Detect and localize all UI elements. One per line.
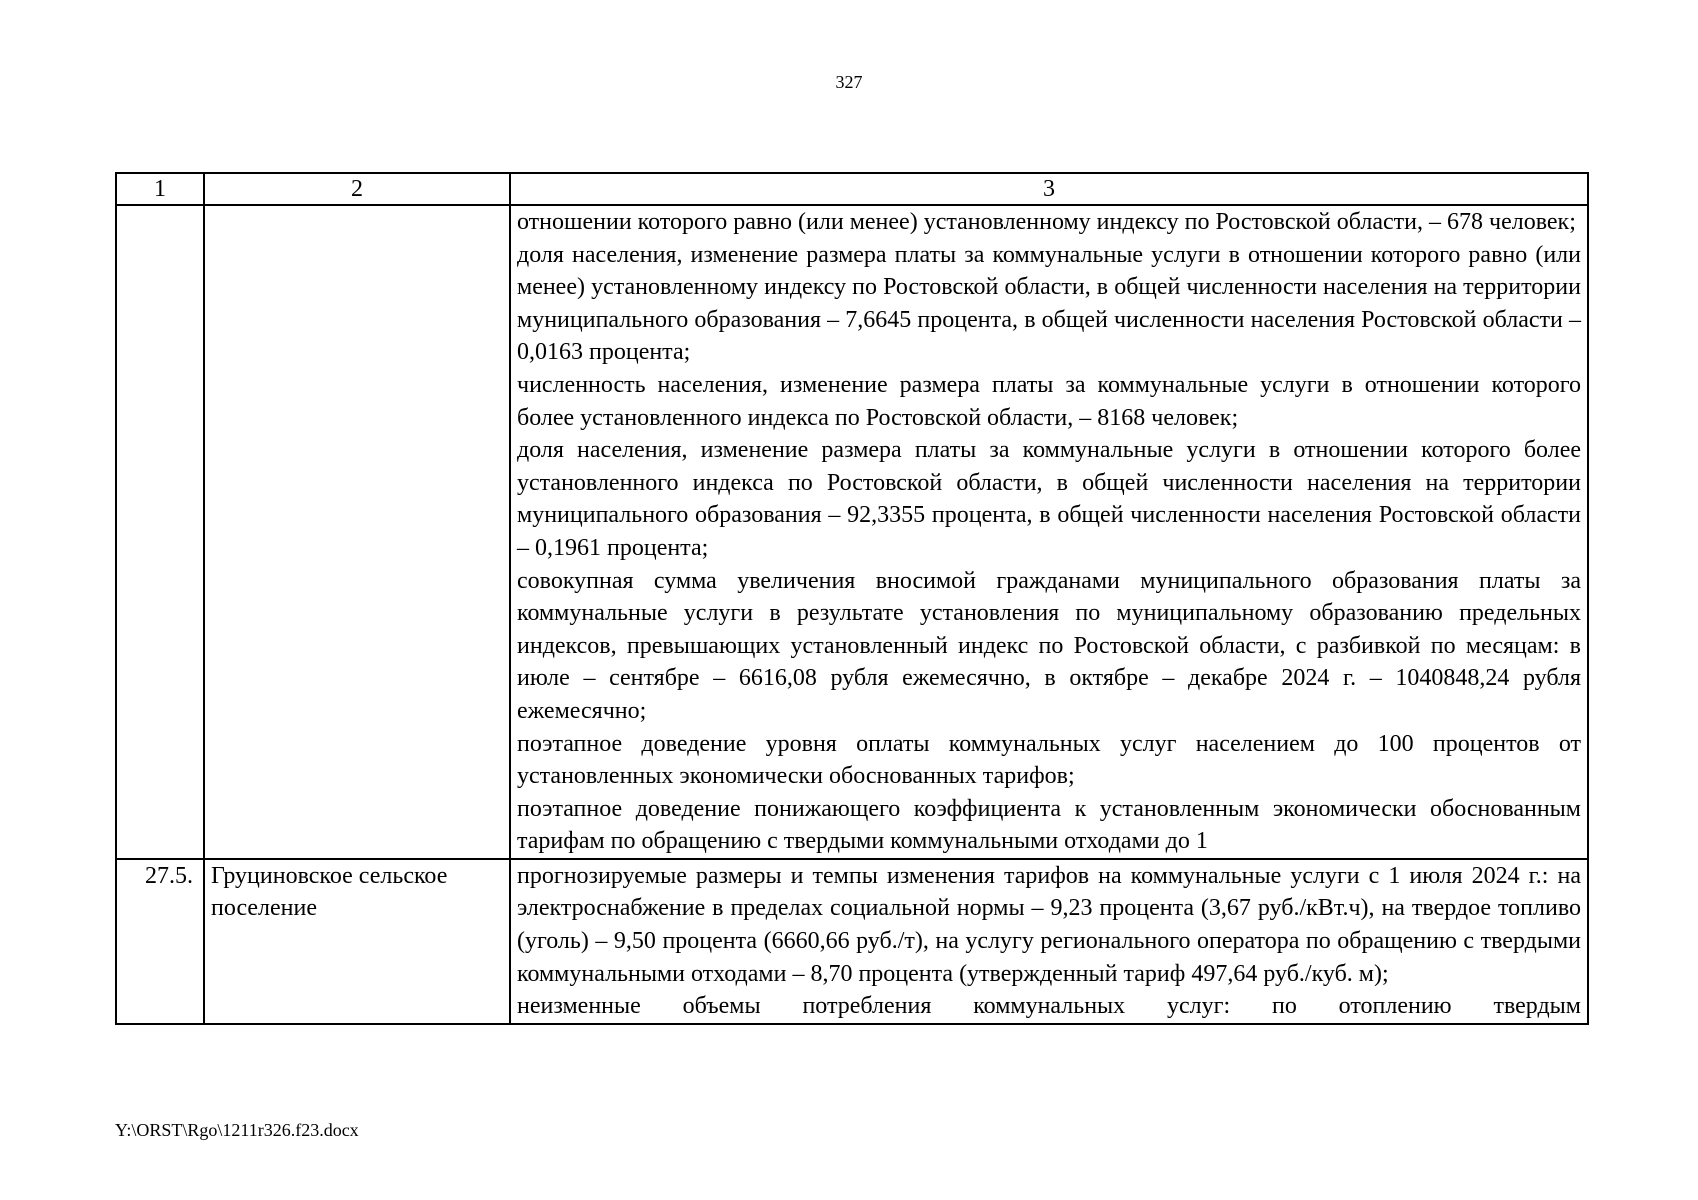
content-paragraph: доля населения, изменение размера платы за коммунальные услуги в отношении которого более установленного индекса по Ростовской области, в общей численности населения на территории муниципального образования – 92,3355 процента, в общей численности населения Ростовской области – 0,1961 процента; — [517, 437, 1581, 561]
footer-file-path: Y:\ORST\Rgo\1211r326.f23.docx — [115, 1120, 359, 1140]
row-name-cell — [204, 205, 510, 859]
content-paragraph: поэтапное доведение понижающего коэффициента к установленным экономически обоснованным тарифам по обращению с твердыми коммунальными отходами до 1 — [517, 795, 1581, 855]
row-content-cell — [510, 205, 1588, 859]
content-paragraph: численность населения, изменение размера платы за коммунальные услуги в отношении которого более установленного индекса по Ростовской области, – 8168 человек; — [517, 371, 1581, 431]
content-paragraph: совокупная сумма увеличения вносимой гражданами муниципального образования платы за коммунальные услуги в результате установления по муниципальному образованию предельных индексов, превышающих установленный индекс по Ростовской области, с разбивкой по месяцам: в июле – сентябре – 6616,08 рубля ежемесячно, в октябре – декабре 2024 г. – 1040848,24 рубля ежемесячно; — [517, 567, 1581, 724]
content-paragraph: доля населения, изменение размера платы за коммунальные услуги в отношении которого равно (или менее) установленному индексу по Ростовской области, в общей численности населения на территории муниципального образования – 7,6645 процента, в общей численности населения Ростовской области – 0,0163 процента; — [517, 241, 1581, 366]
row-name-cell: Груциновское сельское поселение — [204, 859, 510, 1024]
content-paragraph: прогнозируемые размеры и темпы изменения тарифов на коммунальные услуги с 1 июля 2024 г.: на электроснабжение в пределах социальной нормы – 9,23 процента (3,67 руб./кВт.ч), на твердое топливо (уголь) – 9,50 процента (6660,66 руб./т), на услугу регионального оператора по обращению с твердыми коммунальными отходами – 8,70 процента (утвержденный тариф 497,64 руб./куб. м); — [517, 862, 1581, 987]
content-paragraph: неизменные объемы потребления коммунальных услуг: по отоплению твердым — [517, 993, 1581, 1020]
column-header-3: 3 — [510, 173, 1588, 205]
row-content-cell — [510, 859, 1588, 1024]
content-paragraph: отношении которого равно (или менее) установленному индексу по Ростовской области, – 678 человек; — [517, 209, 1576, 235]
table-row — [116, 859, 1588, 1024]
document-table — [115, 172, 1589, 1025]
row-number-cell: 27.5. — [116, 859, 204, 1024]
column-header-2: 2 — [204, 173, 510, 205]
table-header-row — [116, 173, 1588, 205]
column-header-1: 1 — [116, 173, 204, 205]
page-number: 327 — [835, 72, 863, 92]
content-paragraph: поэтапное доведение уровня оплаты коммунальных услуг населением до 100 процентов от установленных экономически обоснованных тарифов; — [517, 730, 1581, 790]
table-row — [116, 205, 1588, 859]
row-number-cell — [116, 205, 204, 859]
